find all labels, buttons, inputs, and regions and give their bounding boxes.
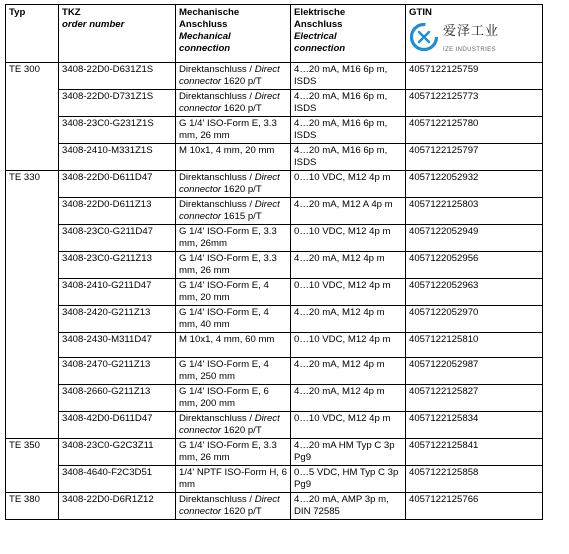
gtin-cell: 4057122052987: [406, 358, 543, 385]
header-electrical: Elektrische Anschluss Electrical connection: [291, 5, 406, 63]
gtin-cell: 4057122052949: [406, 225, 543, 252]
order-number-cell: 3408-2420-G211Z13: [59, 306, 176, 333]
electrical-connection-cell: 4…20 mA, M16 6p m, ISDS: [291, 117, 406, 144]
gtin-cell: 4057122125803: [406, 198, 543, 225]
electrical-connection-cell: 4…20 mA, AMP 3p m, DIN 72585: [291, 493, 406, 520]
table-row: [6, 252, 543, 279]
mechanical-text-suffix: 1620 p/T: [221, 425, 262, 436]
table-row: [6, 171, 543, 198]
gtin-cell: 4057122125810: [406, 333, 543, 358]
electrical-connection-cell: 4…20 mA, M16 6p m, ISDS: [291, 144, 406, 171]
mechanical-text: Direktanschluss /: [179, 199, 255, 210]
mechanical-text: G 1/4' ISO-Form E, 3.3 mm, 26 mm: [179, 440, 277, 463]
mechanical-text-english: Direct connector: [179, 172, 280, 195]
table-row: [6, 412, 543, 439]
mechanical-text: M 10x1, 4 mm, 20 mm: [179, 145, 275, 156]
order-number-cell: 3408-2430-M311D47: [59, 333, 176, 358]
electrical-connection-cell: 0…10 VDC, M12 4p m: [291, 412, 406, 439]
table-row: [6, 279, 543, 306]
table-row: [6, 117, 543, 144]
table-row: [6, 439, 543, 466]
electrical-connection-cell: 0…5 VDC, HM Typ C 3p Pg9: [291, 466, 406, 493]
ize-logo-icon: [409, 22, 439, 52]
mechanical-text: Direktanschluss /: [179, 91, 255, 102]
mechanical-text-english: Direct connector: [179, 91, 280, 114]
electrical-connection-cell: 4…20 mA, M12 4p m: [291, 306, 406, 333]
gtin-cell: 4057122125773: [406, 90, 543, 117]
type-cell: TE 300: [6, 63, 59, 171]
type-cell: TE 380: [6, 493, 59, 520]
gtin-cell: 4057122125766: [406, 493, 543, 520]
header-mechanical: Mechanische Anschluss Mechanical connection: [176, 5, 291, 63]
header-gtin: GTIN 爱泽工业 IZE INDUSTRIES: [406, 5, 543, 63]
gtin-cell: 4057122125797: [406, 144, 543, 171]
mechanical-text-english: Direct connector: [179, 494, 280, 517]
table-row: [6, 493, 543, 520]
table-row: [6, 358, 543, 385]
gtin-cell: 4057122125834: [406, 412, 543, 439]
electrical-connection-cell: 4…20 mA, M12 4p m: [291, 385, 406, 412]
mechanical-text-suffix: 1620 p/T: [221, 184, 262, 195]
ize-logo: [409, 22, 539, 56]
mechanical-text: Direktanschluss /: [179, 494, 255, 505]
electrical-connection-cell: 0…10 VDC, M12 4p m: [291, 225, 406, 252]
mechanical-connection-cell: [176, 412, 291, 439]
mechanical-text-suffix: 1615 p/T: [221, 211, 262, 222]
order-number-cell: 3408-22D0-D611Z13: [59, 198, 176, 225]
mechanical-connection-cell: [176, 439, 291, 466]
order-number-cell: 3408-2660-G211Z13: [59, 385, 176, 412]
electrical-connection-cell: 4…20 mA, M12 4p m: [291, 358, 406, 385]
header-row: [6, 5, 543, 63]
mechanical-connection-cell: [176, 117, 291, 144]
gtin-cell: 4057122125858: [406, 466, 543, 493]
mechanical-connection-cell: [176, 493, 291, 520]
mechanical-text: G 1/4' ISO-Form E, 3.3 mm, 26 mm: [179, 253, 277, 276]
order-number-cell: 3408-2410-M331Z1S: [59, 144, 176, 171]
order-number-cell: 3408-22D0-D611D47: [59, 171, 176, 198]
type-cell: TE 330: [6, 171, 59, 439]
table-row: [6, 385, 543, 412]
order-number-cell: 3408-2410-G211D47: [59, 279, 176, 306]
order-number-cell: 3408-22D0-D631Z1S: [59, 63, 176, 90]
order-number-cell: 3408-23C0-G231Z1S: [59, 117, 176, 144]
mechanical-text-suffix: 1620 p/T: [221, 103, 262, 114]
table-row: [6, 466, 543, 493]
mechanical-text: G 1/4' ISO-Form E, 3.3 mm, 26mm: [179, 226, 277, 249]
mechanical-connection-cell: [176, 63, 291, 90]
order-number-cell: 3408-23C0-G211Z13: [59, 252, 176, 279]
table-row: [6, 144, 543, 171]
mechanical-connection-cell: [176, 90, 291, 117]
mechanical-connection-cell: [176, 225, 291, 252]
table-row: [6, 90, 543, 117]
mechanical-connection-cell: [176, 279, 291, 306]
mechanical-text: G 1/4' ISO-Form E, 6 mm, 200 mm: [179, 386, 269, 409]
mechanical-text: M 10x1, 4 mm, 60 mm: [179, 334, 275, 345]
electrical-connection-cell: 4…20 mA HM Typ C 3p Pg9: [291, 439, 406, 466]
electrical-connection-cell: 0…10 VDC, M12 4p m: [291, 171, 406, 198]
table-row: [6, 225, 543, 252]
electrical-connection-cell: 4…20 mA, M12 A 4p m: [291, 198, 406, 225]
electrical-connection-cell: 4…20 mA, M16 6p m, ISDS: [291, 63, 406, 90]
electrical-connection-cell: 4…20 mA, M12 4p m: [291, 252, 406, 279]
order-number-cell: 3408-23C0-G2C3Z11: [59, 439, 176, 466]
table-row: [6, 333, 543, 358]
mechanical-text: G 1/4' ISO-Form E, 4 mm, 20 mm: [179, 280, 269, 303]
order-number-cell: 3408-2470-G211Z13: [59, 358, 176, 385]
mechanical-text: Direktanschluss /: [179, 64, 255, 75]
mechanical-text-suffix: 1620 p/T: [221, 76, 262, 87]
mechanical-connection-cell: [176, 306, 291, 333]
logo-name-en: IZE INDUSTRIES: [443, 47, 496, 53]
product-spec-table: [5, 4, 543, 520]
mechanical-connection-cell: [176, 144, 291, 171]
mechanical-text: G 1/4' ISO-Form E, 4 mm, 40 mm: [179, 307, 269, 330]
gtin-cell: 4057122052932: [406, 171, 543, 198]
mechanical-text-suffix: 1620 p/T: [221, 506, 262, 517]
electrical-connection-cell: 4…20 mA, M16 6p m, ISDS: [291, 90, 406, 117]
gtin-cell: 4057122052963: [406, 279, 543, 306]
mechanical-connection-cell: [176, 198, 291, 225]
order-number-cell: 3408-22D0-D731Z1S: [59, 90, 176, 117]
gtin-cell: 4057122125759: [406, 63, 543, 90]
mechanical-connection-cell: [176, 171, 291, 198]
mechanical-connection-cell: [176, 252, 291, 279]
header-typ: Typ: [6, 5, 59, 63]
gtin-cell: 4057122052956: [406, 252, 543, 279]
header-tkz: TKZ order number: [59, 5, 176, 63]
type-cell: TE 350: [6, 439, 59, 493]
mechanical-text: Direktanschluss /: [179, 172, 255, 183]
gtin-cell: 4057122125827: [406, 385, 543, 412]
table-row: [6, 198, 543, 225]
gtin-cell: 4057122052970: [406, 306, 543, 333]
mechanical-connection-cell: [176, 385, 291, 412]
electrical-connection-cell: 0…10 VDC, M12 4p m: [291, 333, 406, 358]
table-body: [6, 63, 543, 520]
table-row: [6, 63, 543, 90]
mechanical-connection-cell: [176, 466, 291, 493]
order-number-cell: 3408-42D0-D611D47: [59, 412, 176, 439]
mechanical-text: Direktanschluss /: [179, 413, 255, 424]
mechanical-text: G 1/4' ISO-Form E, 4 mm, 250 mm: [179, 359, 269, 382]
logo-name-cn: 爱泽工业: [443, 24, 500, 39]
mechanical-connection-cell: [176, 358, 291, 385]
gtin-cell: 4057122125841: [406, 439, 543, 466]
mechanical-text: 1/4' NPTF ISO-Form H, 6 mm: [179, 467, 287, 490]
table-row: [6, 306, 543, 333]
order-number-cell: 3408-22D0-D6R1Z12: [59, 493, 176, 520]
mechanical-text-english: Direct connector: [179, 199, 280, 222]
mechanical-text-english: Direct connector: [179, 64, 280, 87]
gtin-cell: 4057122125780: [406, 117, 543, 144]
order-number-cell: 3408-4640-F2C3D51: [59, 466, 176, 493]
mechanical-connection-cell: [176, 333, 291, 358]
electrical-connection-cell: 0…10 VDC, M12 4p m: [291, 279, 406, 306]
mechanical-text-english: Direct connector: [179, 413, 280, 436]
mechanical-text: G 1/4' ISO-Form E, 3.3 mm, 26 mm: [179, 118, 277, 141]
order-number-cell: 3408-23C0-G211D47: [59, 225, 176, 252]
